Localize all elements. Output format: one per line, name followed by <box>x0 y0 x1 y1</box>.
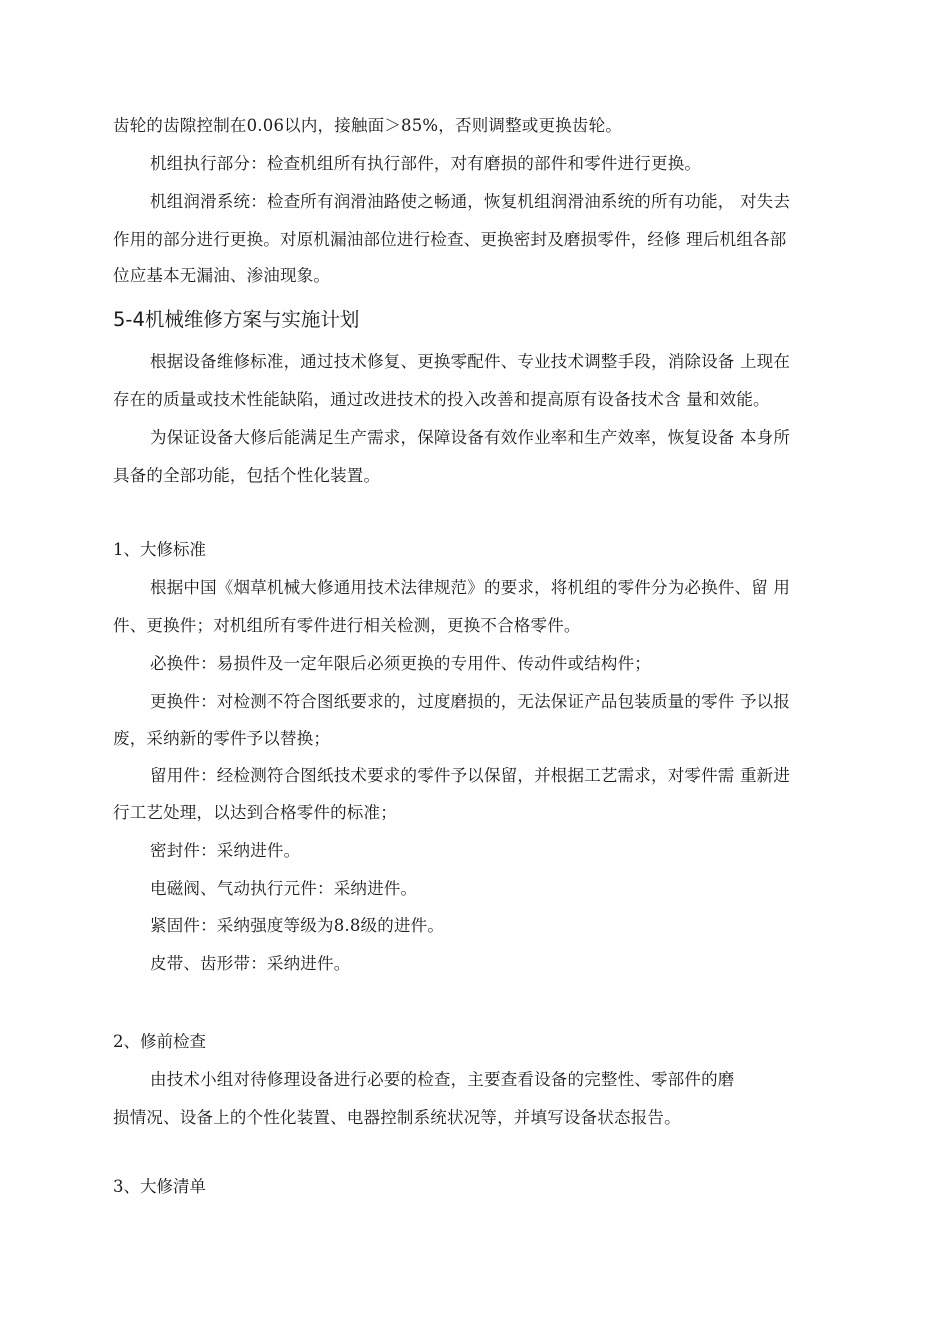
paragraph-line: 位应基本无漏油、渗油现象。 <box>113 266 331 285</box>
paragraph-line: 为保证设备大修后能满足生产需求，保障设备有效作业率和生产效率，恢复设备 本身所 <box>150 428 791 447</box>
paragraph-line: 作用的部分进行更换。对原机漏油部位进行检查、更换密封及磨损零件，经修 理后机组各部 <box>113 230 787 249</box>
paragraph-line: 废，采纳新的零件予以替换； <box>113 729 331 748</box>
subsection-heading: 2、修前检查 <box>113 1032 206 1051</box>
paragraph-line: 机组执行部分：检查机组所有执行部件，对有磨损的部件和零件进行更换。 <box>150 154 702 173</box>
paragraph-line: 行工艺处理，以达到合格零件的标准； <box>113 803 397 822</box>
paragraph-line: 齿轮的齿隙控制在0.06以内，接触面＞85%，否则调整或更换齿轮。 <box>113 116 623 135</box>
paragraph-line: 留用件：经检测符合图纸技术要求的零件予以保留，并根据工艺需求，对零件需 重新进 <box>150 766 791 785</box>
paragraph-line: 损情况、设备上的个性化装置、电器控制系统状况等，并填写设备状态报告。 <box>113 1108 681 1127</box>
paragraph-line: 存在的质量或技术性能缺陷，通过改进技术的投入改善和提高原有设备技术含 量和效能。 <box>113 390 770 409</box>
paragraph-line: 密封件：采纳进件。 <box>150 841 301 860</box>
paragraph-line: 电磁阀、气动执行元件：采纳进件。 <box>150 879 418 898</box>
paragraph-line: 件、更换件；对机组所有零件进行相关检测，更换不合格零件。 <box>113 616 581 635</box>
paragraph-line: 由技术小组对待修理设备进行必要的检查，主要查看设备的完整性、零部件的磨 <box>150 1070 735 1089</box>
paragraph-line: 根据中国《烟草机械大修通用技术法律规范》的要求，将机组的零件分为必换件、留 用 <box>150 578 791 597</box>
section-heading: 5-4机械维修方案与实施计划 <box>113 308 360 331</box>
paragraph-line: 机组润滑系统：检查所有润滑油路使之畅通，恢复机组润滑油系统的所有功能， 对失去 <box>150 192 791 211</box>
paragraph-line: 紧固件：采纳强度等级为8.8级的进件。 <box>150 916 445 935</box>
paragraph-line: 必换件：易损件及一定年限后必须更换的专用件、传动件或结构件； <box>150 654 651 673</box>
paragraph-line: 皮带、齿形带：采纳进件。 <box>150 954 351 973</box>
subsection-heading: 3、大修清单 <box>113 1177 206 1196</box>
paragraph-line: 具备的全部功能，包括个性化装置。 <box>113 466 381 485</box>
paragraph-line: 更换件：对检测不符合图纸要求的，过度磨损的，无法保证产品包装质量的零件 予以报 <box>150 692 791 711</box>
subsection-heading: 1、大修标准 <box>113 540 206 559</box>
paragraph-line: 根据设备维修标准，通过技术修复、更换零配件、专业技术调整手段，消除设备 上现在 <box>150 352 791 371</box>
